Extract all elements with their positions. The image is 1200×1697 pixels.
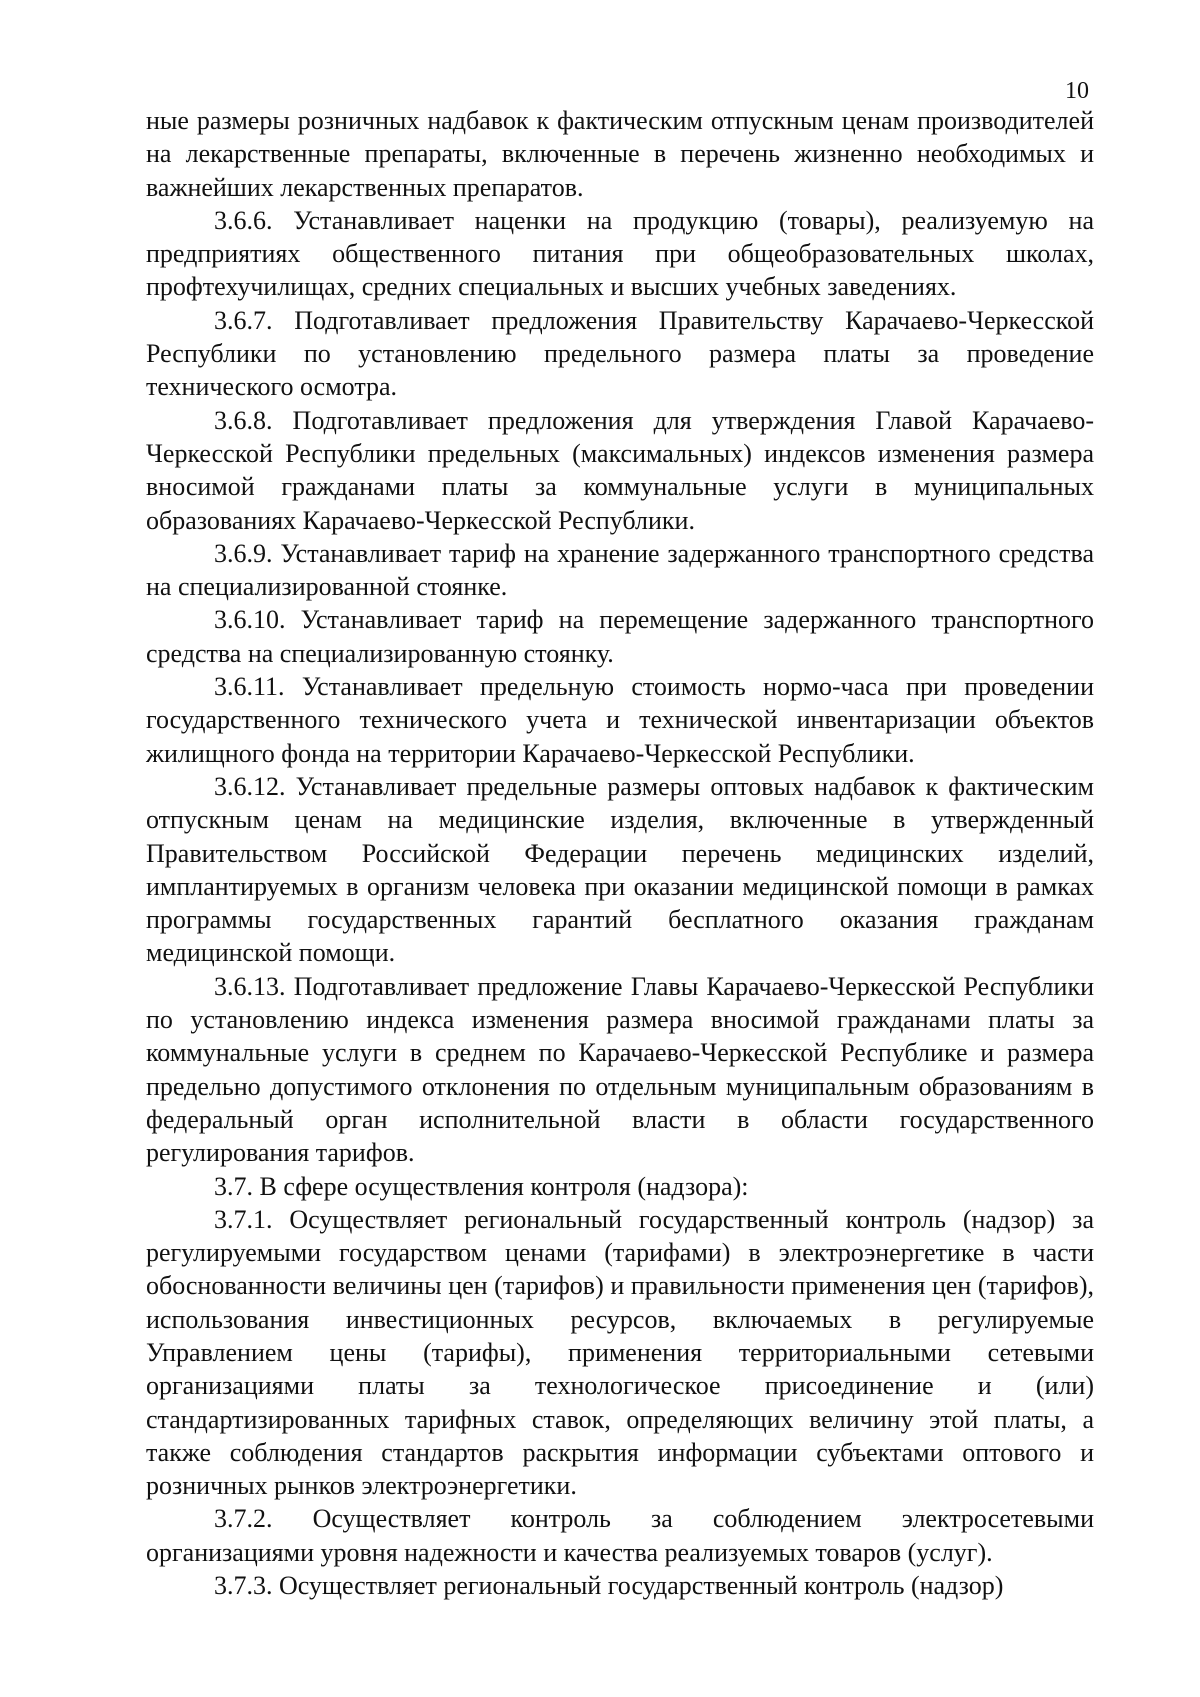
- paragraph-3-6-10: 3.6.10. Устанавливает тариф на перемещение задержанного транспортного средства на специализированную стоянку.: [146, 605, 1094, 668]
- paragraph-3-6-12: 3.6.12. Устанавливает предельные размеры оптовых надбавок к фактическим отпускным ценам на медицинские изделия, включенные в утвержденный Правительством Российской Федерации перечень медицинских изделий, имплантируемых в организм человека при оказании медицинской помощи в рамках программы государственных гарантий бесплатного оказания гражданам медицинской помощи.: [146, 771, 1094, 968]
- paragraph-3-6-13: 3.6.13. Подготавливает предложение Главы Карачаево-Черкесской Республики по установлению индекса изменения размера вносимой гражданами платы за коммунальные услуги в среднем по Карачаево-Черкесской Республике и размера предельно допустимого отклонения по отдельным муниципальным образованиям в федеральный орган исполнительной власти в области государственного регулирования тарифов.: [146, 971, 1094, 1168]
- paragraph-3-6-11: 3.6.11. Устанавливает предельную стоимость нормо-часа при проведении государственного технического учета и технической инвентаризации объектов жилищного фонда на территории Карачаево-Черкесской Республики.: [146, 672, 1094, 768]
- paragraph-3-6-9: 3.6.9. Устанавливает тариф на хранение задержанного транспортного средства на специализированной стоянке.: [146, 538, 1094, 602]
- section-heading-3-7: 3.7. В сфере осуществления контроля (надзора):: [214, 1171, 749, 1201]
- paragraph-3-7-1: 3.7.1. Осуществляет региональный государственный контроль (надзор) за регулируемыми государством ценами (тарифами) в электроэнергетике в части обоснованности величины цен (тарифов) и правильности применения цен (тарифов), использования инвестиционных ресурсов, включаемых в регулируемые Управлением цены (тарифы), применения территориальными сетевыми организациями платы за технологическое присоединение и (или) стандартизированных тарифных ставок, определяющих величину этой платы, а также соблюдения стандартов раскрытия информации субъектами оптового и розничных рынков электроэнергетики.: [146, 1204, 1094, 1501]
- paragraph-3-6-8: 3.6.8. Подготавливает предложения для утверждения Главой Карачаево-Черкесской Республики предельных (максимальных) индексов изменения размера вносимой гражданами платы за коммунальные услуги в муниципальных образованиях Карачаево-Черкесской Республики.: [146, 405, 1094, 535]
- document-body: [146, 104, 1094, 1602]
- page-number: 10: [1065, 78, 1089, 104]
- paragraph-3-7-3: 3.7.3. Осуществляет региональный государственный контроль (надзор): [214, 1571, 1004, 1601]
- paragraph-3-6-6: 3.6.6. Устанавливает наценки на продукцию (товары), реализуемую на предприятиях общественного питания при общеобразовательных школах, профтехучилищах, средних специальных и высших учебных заведениях.: [146, 205, 1094, 302]
- paragraph-continuation: ные размеры розничных надбавок к фактическим отпускным ценам производителей на лекарственные препараты, включенные в перечень жизненно необходимых и важнейших лекарственных препаратов.: [146, 106, 1094, 202]
- paragraph-3-6-7: 3.6.7. Подготавливает предложения Правительству Карачаево-Черкесской Республики по установлению предельного размера платы за проведение технического осмотра.: [146, 305, 1094, 402]
- paragraph-3-7-2: 3.7.2. Осуществляет контроль за соблюдением электросетевыми организациями уровня надежности и качества реализуемых товаров (услуг).: [146, 1504, 1094, 1567]
